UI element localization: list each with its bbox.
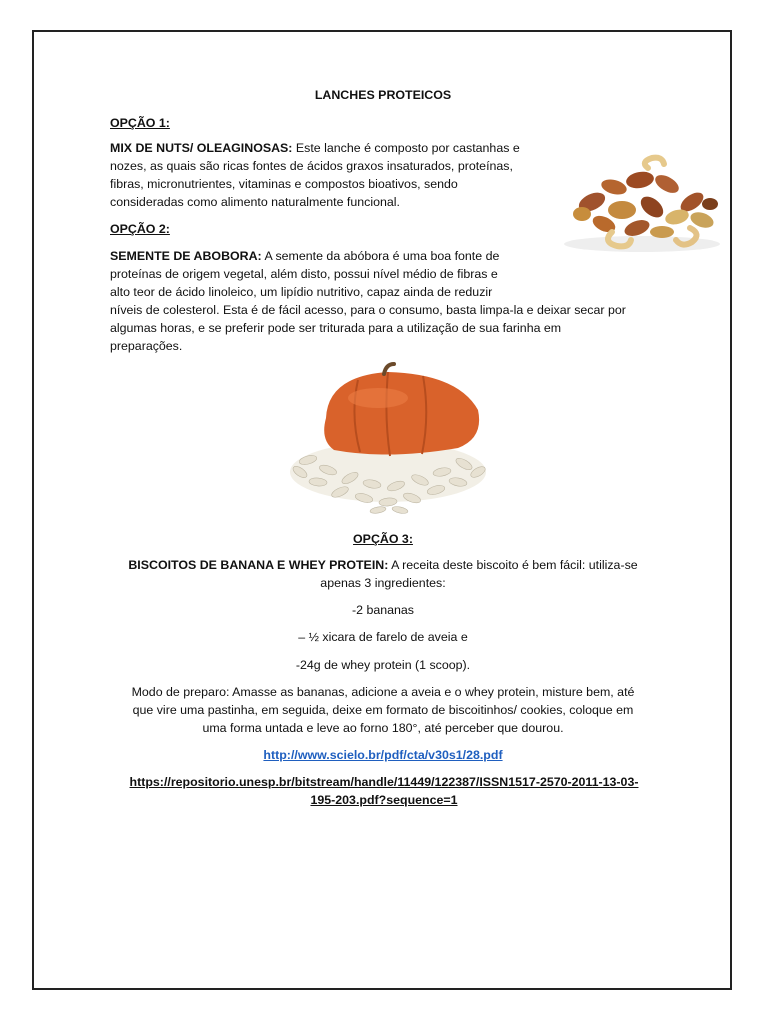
option2-line: A semente da abóbora é uma boa fonte de: [261, 249, 500, 263]
option2-heading: OPÇÃO 2:: [110, 222, 170, 236]
option1-heading: OPÇÃO 1:: [110, 116, 170, 130]
mixed-nuts-image: [552, 132, 730, 260]
option1-line: consideradas como alimento naturalmente funcional.: [110, 195, 400, 209]
unesp-link-line: https://repositorio.unesp.br/bitstream/handle/11449/122387/ISSN1517-2570-2011-13-03-: [129, 775, 639, 789]
pumpkin-seeds-image: [288, 360, 488, 516]
unesp-repository-link[interactable]: [106, 773, 662, 809]
option3-line: A receita deste biscoito é bem fácil: utiliza-se: [388, 558, 638, 572]
preparation-line: Modo de preparo: Amasse as bananas, adicione a aveia e o whey protein, misture bem, até: [131, 685, 635, 699]
scielo-link[interactable]: http://www.scielo.br/pdf/cta/v30s1/28.pdf: [263, 748, 503, 762]
option3-heading: OPÇÃO 3:: [353, 532, 413, 546]
option2-paragraph: [110, 247, 650, 355]
preparation-line: uma forma untada e leve ao forno 180°, até perceber que dourou.: [202, 721, 564, 735]
ingredient-item: – ½ xicara de farelo de aveia e: [298, 630, 468, 644]
document-title: LANCHES PROTEICOS: [314, 88, 452, 102]
option1-line: Este lanche é composto por castanhas e: [292, 141, 520, 155]
option2-line: alto teor de ácido linoleico, um lipídio nutritivo, capaz ainda de reduzir: [110, 285, 493, 299]
option2-lead: SEMENTE DE ABOBORA:: [110, 249, 262, 263]
unesp-link-line: 195-203.pdf?sequence=1: [310, 793, 458, 807]
option1-paragraph: [110, 139, 540, 211]
option2-line: proteínas de origem vegetal, além disto, possui nível médio de fibras e: [110, 267, 498, 281]
preparation-paragraph: [112, 683, 654, 737]
option3-paragraph: [120, 556, 646, 592]
option2-line: algumas horas, e se preferir pode ser triturada para a utilização de sua farinha em: [110, 321, 562, 335]
option1-line: fibras, micronutrientes, vitaminas e compostos bioativos, sendo: [110, 177, 458, 191]
option1-lead: MIX DE NUTS/ OLEAGINOSAS:: [110, 141, 293, 155]
option2-line: preparações.: [110, 339, 183, 353]
option3-line: apenas 3 ingredientes:: [320, 576, 446, 590]
preparation-line: que vire uma pastinha, em seguida, deixe em formato de biscoitinhos/ cookies, coloque em: [132, 703, 634, 717]
option1-line: nozes, as quais são ricas fontes de ácidos graxos insaturados, proteínas,: [110, 159, 513, 173]
ingredient-item: -24g de whey protein (1 scoop).: [295, 658, 471, 672]
option3-lead: BISCOITOS DE BANANA E WHEY PROTEIN:: [128, 558, 389, 572]
option2-line: níveis de colesterol. Esta é de fácil acesso, para o consumo, basta limpa-la e deixar secar por: [110, 303, 626, 317]
ingredient-item: -2 bananas: [351, 603, 414, 617]
